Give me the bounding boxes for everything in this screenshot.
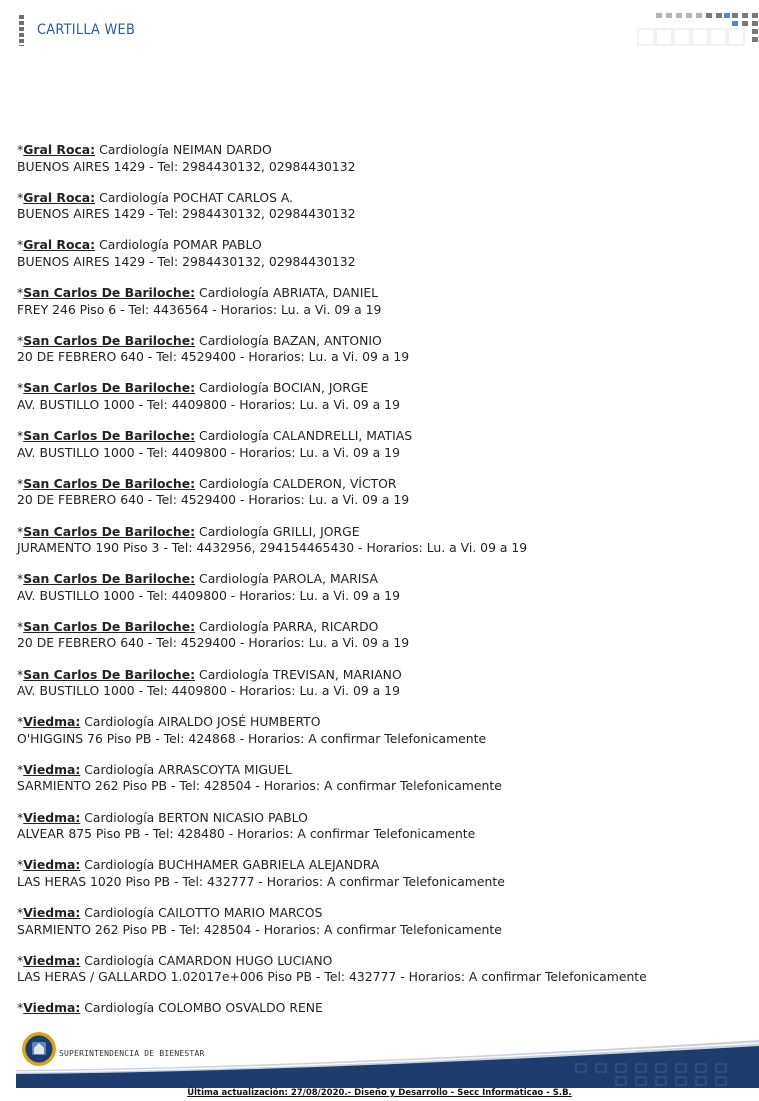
entry-asterisk: * (17, 571, 24, 587)
entry-specialty-name: Cardiología BUCHHAMER GABRIELA ALEJANDRA (84, 857, 380, 873)
entry-specialty-name: Cardiología CALDERON, VÍCTOR (199, 475, 397, 491)
entry-address: SARMIENTO 262 Piso PB - Tel: 428504 - Horarios: A confirmar Telefonicamente (17, 921, 502, 937)
entry-specialty-name: Cardiología GRILLI, JORGE (199, 523, 360, 539)
entry-asterisk: * (17, 857, 24, 873)
entry-asterisk: * (17, 475, 24, 491)
entry-asterisk: * (17, 380, 24, 396)
provider-entry (17, 237, 737, 270)
entry-location: San Carlos De Bariloche: (23, 571, 196, 587)
entry-specialty-name: Cardiología COLOMBO OSVALDO RENE (84, 1000, 323, 1016)
entry-specialty-name: Cardiología BAZAN, ANTONIO (199, 332, 382, 348)
entry-asterisk: * (17, 714, 24, 730)
provider-list (17, 142, 737, 1032)
entry-asterisk: * (17, 237, 24, 253)
entry-asterisk: * (17, 1000, 24, 1016)
entry-specialty-name: Cardiología BOCIAN, JORGE (199, 380, 369, 396)
entry-asterisk: * (17, 332, 24, 348)
entry-address: AV. BUSTILLO 1000 - Tel: 4409800 - Horarios: Lu. a Vi. 09 a 19 (17, 444, 400, 460)
last-update-note: Última actualización: 27/08/2020.- Diseño y Desarrollo - Secc Informáticao - S.B. (187, 1088, 572, 1098)
entry-address: AV. BUSTILLO 1000 - Tel: 4409800 - Horarios: Lu. a Vi. 09 a 19 (17, 396, 400, 412)
entry-specialty-name: Cardiología TREVISAN, MARIANO (199, 666, 402, 682)
entry-location: Gral Roca: (23, 142, 96, 157)
entry-asterisk: * (17, 761, 24, 777)
entry-specialty-name: Cardiología CALANDRELLI, MATIAS (199, 428, 413, 444)
entry-address: LAS HERAS / GALLARDO 1.02017e+006 Piso PB - Tel: 432777 - Horarios: A confirmar Telefonicamente (17, 969, 647, 985)
entry-location: San Carlos De Bariloche: (23, 618, 196, 634)
entry-location: San Carlos De Bariloche: (23, 475, 196, 491)
provider-entry (17, 667, 737, 700)
entry-location: Viedma: (23, 761, 81, 777)
entry-location: Viedma: (23, 905, 81, 920)
organization-name: SUPERINTENDENCIA DE BIENESTAR (59, 1049, 205, 1058)
entry-specialty-name: Cardiología BERTON NICASIO PABLO (84, 809, 308, 825)
entry-address: AV. BUSTILLO 1000 - Tel: 4409800 - Horarios: Lu. a Vi. 09 a 19 (17, 683, 400, 699)
entry-location: San Carlos De Bariloche: (23, 380, 196, 396)
header-decoration (636, 11, 759, 47)
entry-location: San Carlos De Bariloche: (23, 666, 196, 682)
entry-asterisk: * (17, 189, 24, 205)
entry-address: O'HIGGINS 76 Piso PB - Tel: 424868 - Horarios: A confirmar Telefonicamente (17, 730, 487, 746)
provider-entry (17, 905, 737, 938)
seal-logo (22, 1032, 56, 1066)
provider-entry (17, 142, 737, 175)
entry-address: BUENOS AIRES 1429 - Tel: 2984430132, 02984430132 (17, 206, 356, 222)
entry-address: ALVEAR 875 Piso PB - Tel: 428480 - Horarios: A confirmar Telefonicamente (17, 826, 476, 842)
entry-location: Viedma: (23, 952, 81, 968)
entry-specialty-name: Cardiología PAROLA, MARISA (199, 571, 378, 587)
entry-asterisk: * (17, 523, 24, 539)
provider-entry (17, 810, 737, 843)
entry-address: BUENOS AIRES 1429 - Tel: 2984430132, 02984430132 (17, 253, 356, 269)
entry-specialty-name: Cardiología ABRIATA, DANIEL (199, 285, 379, 301)
entry-asterisk: * (17, 952, 24, 968)
entry-address: 20 DE FEBRERO 640 - Tel: 4529400 - Horarios: Lu. a Vi. 09 a 19 (17, 635, 410, 651)
entry-address: JURAMENTO 190 Piso 3 - Tel: 4432956, 294154465430 - Horarios: Lu. a Vi. 09 a 19 (17, 540, 528, 555)
entry-address: FREY 246 Piso 6 - Tel: 4436564 - Horarios: Lu. a Vi. 09 a 19 (17, 301, 382, 317)
entry-address: SARMIENTO 262 Piso PB - Tel: 428504 - Horarios: A confirmar Telefonicamente (17, 778, 502, 794)
entry-asterisk: * (17, 618, 24, 634)
header-accent-bar (19, 15, 24, 46)
entry-specialty-name: Cardiología CAMARDON HUGO LUCIANO (84, 952, 333, 968)
provider-entry (17, 285, 737, 318)
entry-location: San Carlos De Bariloche: (23, 428, 196, 444)
entry-specialty-name: Cardiología ARRASCOYTA MIGUEL (84, 761, 292, 777)
entry-asterisk: * (17, 428, 24, 444)
entry-location: Viedma: (23, 857, 81, 873)
entry-location: Viedma: (23, 1000, 81, 1016)
entry-location: Viedma: (23, 809, 81, 825)
entry-address: BUENOS AIRES 1429 - Tel: 2984430132, 02984430132 (17, 158, 356, 174)
provider-entry (17, 190, 737, 223)
entry-location: San Carlos De Bariloche: (23, 285, 196, 301)
provider-entry (17, 476, 737, 509)
provider-entry (17, 428, 737, 461)
entry-location: Gral Roca: (23, 189, 96, 205)
provider-entry (17, 333, 737, 366)
entry-specialty-name: Cardiología POMAR PABLO (99, 237, 262, 253)
entry-address: 20 DE FEBRERO 640 - Tel: 4529400 - Horarios: Lu. a Vi. 09 a 19 (17, 349, 410, 365)
provider-entry (17, 380, 737, 413)
entry-asterisk: * (17, 905, 24, 920)
entry-location: San Carlos De Bariloche: (23, 523, 196, 539)
footer-banner (16, 1028, 759, 1088)
provider-entry (17, 571, 737, 604)
entry-asterisk: * (17, 285, 24, 301)
entry-location: Gral Roca: (23, 237, 96, 253)
provider-entry (17, 1000, 737, 1017)
page-title: CARTILLA WEB (37, 22, 136, 38)
provider-entry (17, 524, 737, 557)
entry-specialty-name: Cardiología AIRALDO JOSÉ HUMBERTO (84, 714, 321, 730)
entry-specialty-name: Cardiología NEIMAN DARDO (99, 142, 272, 157)
provider-entry (17, 857, 737, 890)
entry-asterisk: * (17, 809, 24, 825)
entry-address: 20 DE FEBRERO 640 - Tel: 4529400 - Horarios: Lu. a Vi. 09 a 19 (17, 492, 410, 508)
entry-location: San Carlos De Bariloche: (23, 332, 196, 348)
entry-location: Viedma: (23, 714, 81, 730)
entry-address: LAS HERAS 1020 Piso PB - Tel: 432777 - Horarios: A confirmar Telefonicamente (17, 873, 505, 889)
entry-specialty-name: Cardiología PARRA, RICARDO (199, 618, 379, 634)
entry-asterisk: * (17, 666, 24, 682)
entry-specialty-name: Cardiología POCHAT CARLOS A. (99, 189, 294, 205)
provider-entry (17, 762, 737, 795)
entry-specialty-name: Cardiología CAILOTTO MARIO MARCOS (84, 905, 323, 920)
provider-entry (17, 714, 737, 747)
entry-asterisk: * (17, 142, 24, 157)
entry-address: AV. BUSTILLO 1000 - Tel: 4409800 - Horarios: Lu. a Vi. 09 a 19 (17, 587, 400, 603)
provider-entry (17, 619, 737, 652)
provider-entry (17, 953, 737, 986)
